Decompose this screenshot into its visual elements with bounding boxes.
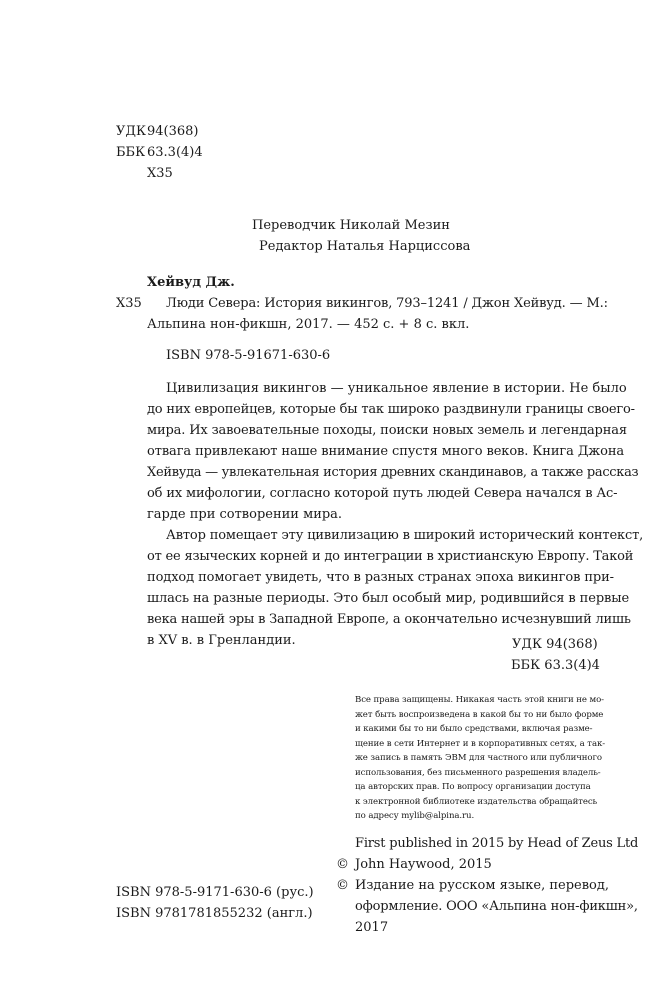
abstract-line: до них европейцев, которые бы так широко раздвинули границы своего- — [147, 402, 635, 417]
copyright-symbol: © — [336, 857, 349, 872]
copyright-line-2c: 2017 — [355, 920, 389, 935]
bib-line-1: Люди Севера: История викингов, 793–1241 / Джон Хейвуд. — М.: — [166, 296, 608, 311]
copyright-line-2a: Издание на русском языке, перевод, — [355, 878, 609, 893]
abstract-paragraph-2 — [147, 525, 643, 651]
abstract-line: Автор помещает эту цивилизацию в широкий исторический контекст, — [166, 528, 644, 543]
bib-author-mark: Х35 — [116, 296, 142, 311]
rights-line: к электронной библиотеке издательства обращайтесь — [355, 796, 598, 807]
abstract-line: Хейвуда — увлекательная история древних скандинавов, а также рассказ — [147, 465, 639, 480]
top-bbk-label: ББК — [116, 145, 146, 160]
abstract-line: подход помогает увидеть, что в разных странах эпоха викингов при- — [147, 570, 614, 585]
rights-line: ца авторских прав. По вопросу организации доступа — [355, 782, 591, 792]
abstract-line: отвага привлекают наше внимание спустя много веков. Книга Джона — [147, 444, 625, 459]
rights-line: же запись в память ЭВМ для частного или публичного — [355, 753, 602, 763]
abstract-line: века нашей эры в Западной Европе, а окончательно исчезнувший лишь — [147, 612, 631, 627]
first-published: First published in 2015 by Head of Zeus Ltd — [355, 836, 639, 851]
abstract-line: мира. Их завоевательные походы, поиски новых земель и легендарная — [147, 423, 627, 438]
abstract-line: шлась на разные периоды. Это был особый мир, родившийся в первые — [147, 591, 630, 606]
abstract-line: в XV в. в Гренландии. — [147, 633, 296, 648]
rights-notice — [355, 693, 605, 824]
translator-credit: Переводчик Николай Мезин — [252, 218, 450, 233]
bib-line-2: Альпина нон-фикшн, 2017. — 452 с. + 8 с. вкл. — [147, 317, 470, 332]
author-heading: Хейвуд Дж. — [147, 275, 235, 290]
rights-line: щение в сети Интернет и в корпоративных сетях, а так- — [355, 738, 606, 749]
top-author-mark: Х35 — [147, 166, 173, 181]
abstract-line: Цивилизация викингов — уникальное явление в истории. Не было — [166, 381, 627, 396]
abstract-line: гарде при сотворении мира. — [147, 507, 343, 522]
bib-isbn: ISBN 978-5-91671-630-6 — [166, 348, 331, 363]
copyright-symbol: © — [336, 878, 349, 893]
rights-line: Все права защищены. Никакая часть этой книги не мо- — [355, 695, 604, 705]
top-udk-value: 94(368) — [147, 124, 199, 139]
bottom-bbk: ББК 63.3(4)4 — [511, 658, 600, 673]
isbn-eng: ISBN 9781781855232 (англ.) — [116, 906, 313, 921]
top-udk-label: УДК — [116, 124, 147, 139]
copyright-line-2b: оформление. ООО «Альпина нон-фикшн», — [355, 899, 638, 914]
top-bbk-value: 63.3(4)4 — [147, 145, 203, 160]
copyright-line-1: John Haywood, 2015 — [355, 857, 492, 872]
abstract-line: от ее языческих корней и до интеграции в христианскую Европу. Такой — [147, 549, 634, 564]
rights-line: по адресу mylib@alpina.ru. — [355, 811, 475, 821]
rights-line: использования, без письменного разрешения владель- — [355, 767, 601, 778]
rights-line: и какими бы то ни было средствами, включая разме- — [355, 724, 593, 734]
abstract-line: об их мифологии, согласно которой путь людей Севера начался в Ас- — [147, 486, 618, 501]
isbn-rus: ISBN 978-5-9171-630-6 (рус.) — [116, 885, 314, 900]
bottom-udk: УДК 94(368) — [512, 637, 598, 652]
editor-credit: Редактор Наталья Нарциссова — [259, 239, 471, 254]
abstract-paragraph-1 — [147, 378, 638, 525]
rights-line: жет быть воспроизведена в какой бы то ни было форме — [355, 709, 604, 720]
